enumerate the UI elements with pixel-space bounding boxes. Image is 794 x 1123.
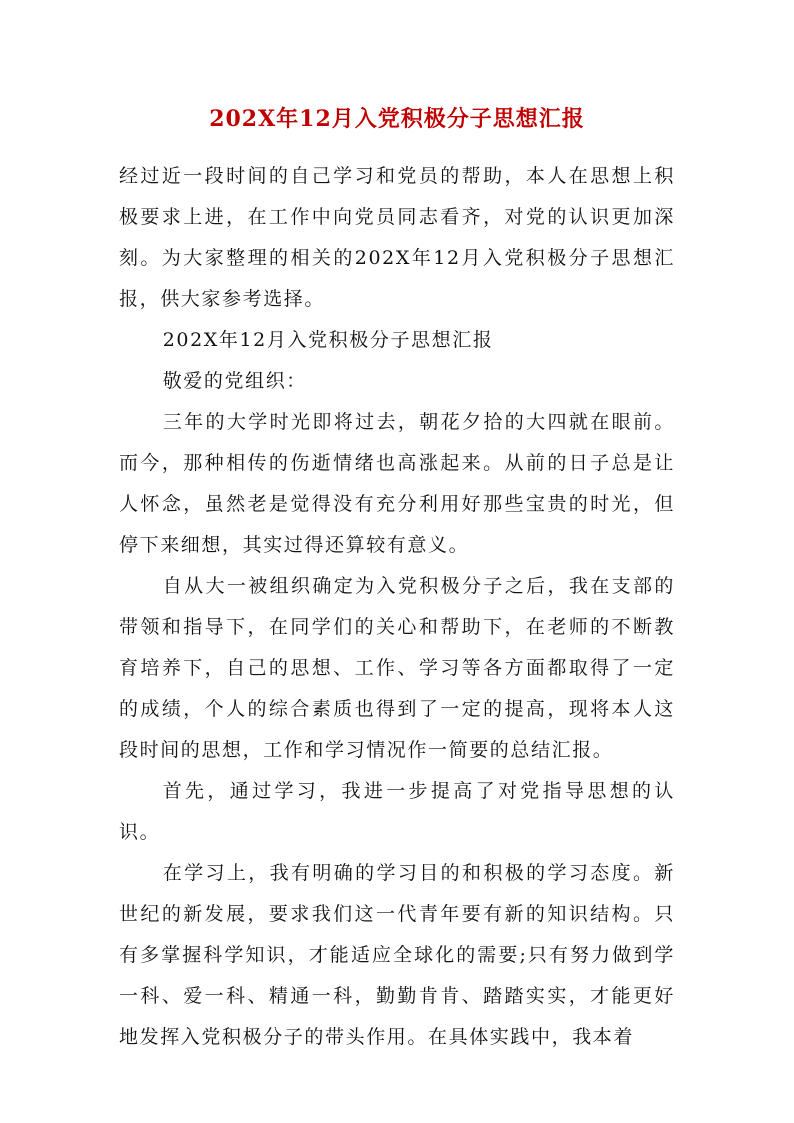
paragraph-2: 自从大一被组织确定为入党积极分子之后，我在支部的带领和指导下，在同学们的关心和帮助下，在老师的不断教育培养下，自己的思想、工作、学习等各方面都取得了一定的成绩，个人的综合素质也得到了一定的提高，现将本人这段时间的思想，工作和学习情况作一简要的总结汇报。 [119,575,675,761]
paragraph-3: 首先，通过学习，我进一步提高了对党指导思想的认识。 [119,780,675,843]
paragraph-1: 三年的大学时光即将过去，朝花夕拾的大四就在眼前。而今，那种相传的伤逝情绪也高涨起来。从前的日子总是让人怀念，虽然老是觉得没有充分利用好那些宝贵的时光，但停下来细想，其实过得还算较有意义。 [119,411,675,556]
document-title: 202X年12月入党积极分子思想汇报 [209,106,585,132]
paragraph-4: 在学习上，我有明确的学习目的和积极的学习态度。新世纪的新发展，要求我们这一代青年要有新的知识结构。只有多掌握科学知识，才能适应全球化的需要;只有努力做到学一科、爱一科、精通一科，勤勤肯肯、踏踏实实，才能更好地发挥入党积极分子的带头作用。在具体实践中，我本着 [119,862,675,1048]
paragraph-subtitle: 202X年12月入党积极分子思想汇报 [162,329,494,351]
paragraph-salutation: 敬爱的党组织： [162,370,307,392]
document-body [119,156,675,1058]
paragraph-intro: 经过近一段时间的自己学习和党员的帮助，本人在思想上积极要求上进，在工作中向党员同志看齐，对党的认识更加深刻。为大家整理的相关的202X年12月入党积极分子思想汇报，供大家参考选择。 [119,165,675,310]
